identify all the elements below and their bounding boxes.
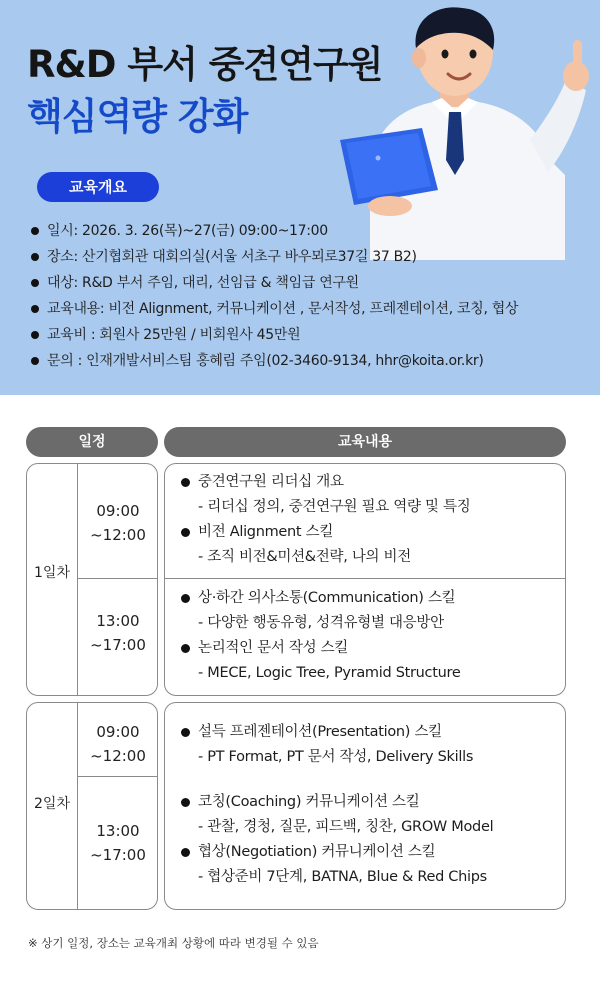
time-end: ~17:00: [90, 846, 146, 864]
overview-badge: 교육개요: [37, 172, 159, 202]
divider: [165, 578, 565, 579]
info-fee: 교육비 : 회원사 25만원 / 비회원사 45만원: [31, 322, 518, 348]
info-date: 일시: 2026. 3. 26(목)~27(금) 09:00~17:00: [31, 218, 518, 244]
info-target: 대상: R&D 부서 주임, 대리, 선임급 & 책임급 연구원: [31, 270, 518, 296]
session-time: [78, 499, 158, 547]
topic-detail: - 협상준비 7단계, BATNA, Blue & Red Chips: [198, 869, 487, 885]
day-label: 1일차: [34, 565, 70, 581]
topic-title: 논리적인 문서 작성 스킬: [179, 636, 460, 661]
topic-detail: - PT Format, PT 문서 작성, Delivery Skills: [198, 749, 474, 765]
time-start: 13:00: [96, 822, 140, 840]
title-line-2: 핵심역량 강화: [27, 95, 248, 138]
time-start: 09:00: [96, 502, 140, 520]
divider: [77, 578, 157, 579]
session-topics: [179, 720, 473, 770]
column-header-date: 일정: [26, 427, 158, 457]
day-2-date-cell: [26, 702, 158, 910]
session-topics: [179, 586, 460, 686]
day-1-date-cell: [26, 463, 158, 696]
topic-detail: - 리더십 정의, 중견연구원 필요 역량 및 특징: [198, 499, 471, 515]
topic-title: 코칭(Coaching) 커뮤니케이션 스킬: [179, 790, 493, 815]
session-time: [78, 819, 158, 867]
session-time: [78, 609, 158, 657]
topic-title: 상·하간 의사소통(Communication) 스킬: [179, 586, 460, 611]
footnote: ※ 상기 일정, 장소는 교육개최 상황에 따라 변경될 수 있음: [28, 936, 319, 950]
overview-list: [31, 218, 518, 374]
time-start: 13:00: [96, 612, 140, 630]
day-2-content-cell: [164, 702, 566, 910]
time-end: ~17:00: [90, 636, 146, 654]
session-time: [78, 720, 158, 768]
hero-banner: [0, 0, 600, 395]
topic-detail: - MECE, Logic Tree, Pyramid Structure: [198, 665, 461, 681]
info-contact: 문의 : 인재개발서비스팀 홍혜림 주임(02-3460-9134, hhr@koita.or.kr): [31, 348, 518, 374]
info-place: 장소: 산기협회관 대회의실(서울 서초구 바우뫼로37길 37 B2): [31, 244, 518, 270]
column-header-content: 교육내용: [164, 427, 566, 457]
time-end: ~12:00: [90, 526, 146, 544]
day-label: 2일차: [34, 796, 70, 812]
title-line-1: R&D 부서 중견연구원: [27, 43, 383, 86]
topic-title: 설득 프레젠테이션(Presentation) 스킬: [179, 720, 473, 745]
topic-title: 중견연구원 리더십 개요: [179, 470, 470, 495]
session-topics: [179, 470, 470, 570]
day-1-content-cell: [164, 463, 566, 696]
topic-detail: - 관찰, 경청, 질문, 피드백, 칭찬, GROW Model: [198, 819, 494, 835]
topic-title: 비전 Alignment 스킬: [179, 520, 470, 545]
info-content: 교육내용: 비전 Alignment, 커뮤니케이션 , 문서작성, 프레젠테이션, 코칭, 협상: [31, 296, 518, 322]
session-topics: [179, 790, 493, 890]
time-end: ~12:00: [90, 747, 146, 765]
topic-detail: - 다양한 행동유형, 성격유형별 대응방안: [198, 615, 444, 631]
topic-title: 협상(Negotiation) 커뮤니케이션 스킬: [179, 840, 493, 865]
topic-detail: - 조직 비전&미션&전략, 나의 비전: [198, 549, 411, 565]
divider: [77, 776, 157, 777]
time-start: 09:00: [96, 723, 140, 741]
